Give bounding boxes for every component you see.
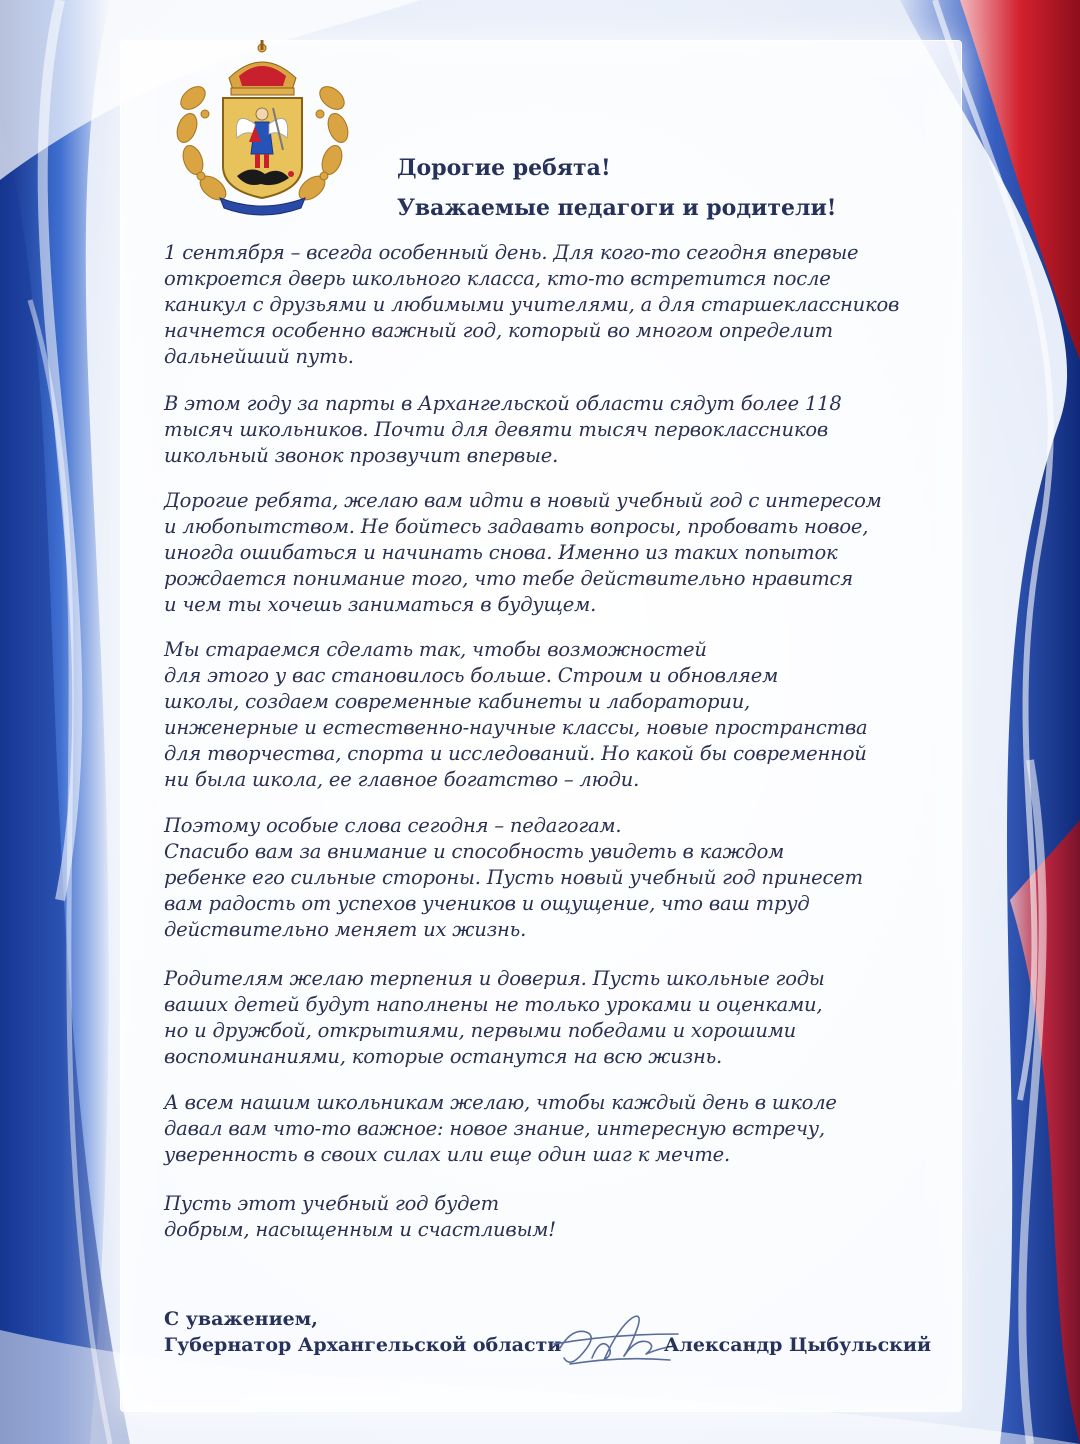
text-line: инженерные и естественно-научные классы, новые пространства bbox=[164, 716, 868, 739]
text-line: А всем нашим школьникам желаю, чтобы каждый день в школе bbox=[164, 1091, 837, 1114]
text-line: Пусть этот учебный год будет bbox=[164, 1192, 499, 1215]
signer-title: Губернатор Архангельской области bbox=[164, 1334, 562, 1356]
paragraph bbox=[164, 488, 924, 618]
text-line: 1 сентября – всегда особенный день. Для кого-то сегодня впервые bbox=[164, 241, 859, 264]
greeting-heading bbox=[397, 148, 836, 228]
text-line: откроется дверь школьного класса, кто-то встретится после bbox=[164, 267, 831, 290]
text-line: школьный звонок прозвучит впервые. bbox=[164, 444, 559, 467]
text-line: тысяч школьников. Почти для девяти тысяч первоклассников bbox=[164, 418, 829, 441]
paragraph bbox=[164, 1191, 924, 1243]
text-line: ни была школа, ее главное богатство – люди. bbox=[164, 768, 640, 791]
text-line: Поэтому особые слова сегодня – педагогам. bbox=[164, 814, 622, 837]
text-line: уверенность в своих силах или еще один шаг к мечте. bbox=[164, 1143, 731, 1166]
text-line: каникул с друзьями и любимыми учителями, а для старшеклассников bbox=[164, 293, 900, 316]
text-line: Дорогие ребята, желаю вам идти в новый учебный год с интересом bbox=[164, 489, 882, 512]
greeting-line: Дорогие ребята! bbox=[397, 155, 611, 181]
text-line: ваших детей будут наполнены не только уроками и оценками, bbox=[164, 993, 823, 1016]
text-line: Мы стараемся сделать так, чтобы возможностей bbox=[164, 638, 707, 661]
paragraph bbox=[164, 391, 924, 469]
text-line: для этого у вас становилось больше. Строим и обновляем bbox=[164, 664, 779, 687]
closing-block bbox=[164, 1306, 561, 1358]
text-line: для творчества, спорта и исследований. Но какой бы современной bbox=[164, 742, 867, 765]
text-line: школы, создаем современные кабинеты и лаборатории, bbox=[164, 690, 751, 713]
text-line: Спасибо вам за внимание и способность увидеть в каждом bbox=[164, 840, 785, 863]
text-line: давал вам что-то важное: новое знание, интересную встречу, bbox=[164, 1117, 825, 1140]
text-line: В этом году за парты в Архангельской области сядут более 118 bbox=[164, 392, 842, 415]
paragraph bbox=[164, 966, 924, 1070]
text-line: Родителям желаю терпения и доверия. Пусть школьные годы bbox=[164, 967, 825, 990]
text-line: начнется особенно важный год, который во многом определит bbox=[164, 319, 833, 342]
text-line: вам радость от успехов учеников и ощущение, что ваш труд bbox=[164, 892, 810, 915]
text-line: и чем ты хочешь заниматься в будущем. bbox=[164, 593, 597, 616]
text-line: ребенке его сильные стороны. Пусть новый учебный год принесет bbox=[164, 866, 863, 889]
greeting-line: Уважаемые педагоги и родители! bbox=[397, 195, 837, 221]
text-line: рождается понимание того, что тебе действительно нравится bbox=[164, 567, 853, 590]
paragraph bbox=[164, 240, 924, 370]
text-line: дальнейший путь. bbox=[164, 345, 354, 368]
paragraph bbox=[164, 637, 924, 793]
text-line: действительно меняет их жизнь. bbox=[164, 918, 527, 941]
text-line: и любопытством. Не бойтесь задавать вопросы, пробовать новое, bbox=[164, 515, 869, 538]
text-line: добрым, насыщенным и счастливым! bbox=[164, 1218, 556, 1241]
text-line: воспоминаниями, которые останутся на всю жизнь. bbox=[164, 1045, 723, 1068]
coat-of-arms-icon bbox=[165, 38, 360, 216]
signer-name: Александр Цыбульский bbox=[664, 1334, 932, 1356]
text-line: иногда ошибаться и начинать снова. Именно из таких попыток bbox=[164, 541, 838, 564]
signature-mark bbox=[552, 1298, 682, 1376]
text-line: но и дружбой, открытиями, первыми победами и хорошими bbox=[164, 1019, 797, 1042]
paragraph bbox=[164, 813, 924, 943]
paragraph bbox=[164, 1090, 924, 1168]
closing-line: С уважением, bbox=[164, 1308, 318, 1330]
